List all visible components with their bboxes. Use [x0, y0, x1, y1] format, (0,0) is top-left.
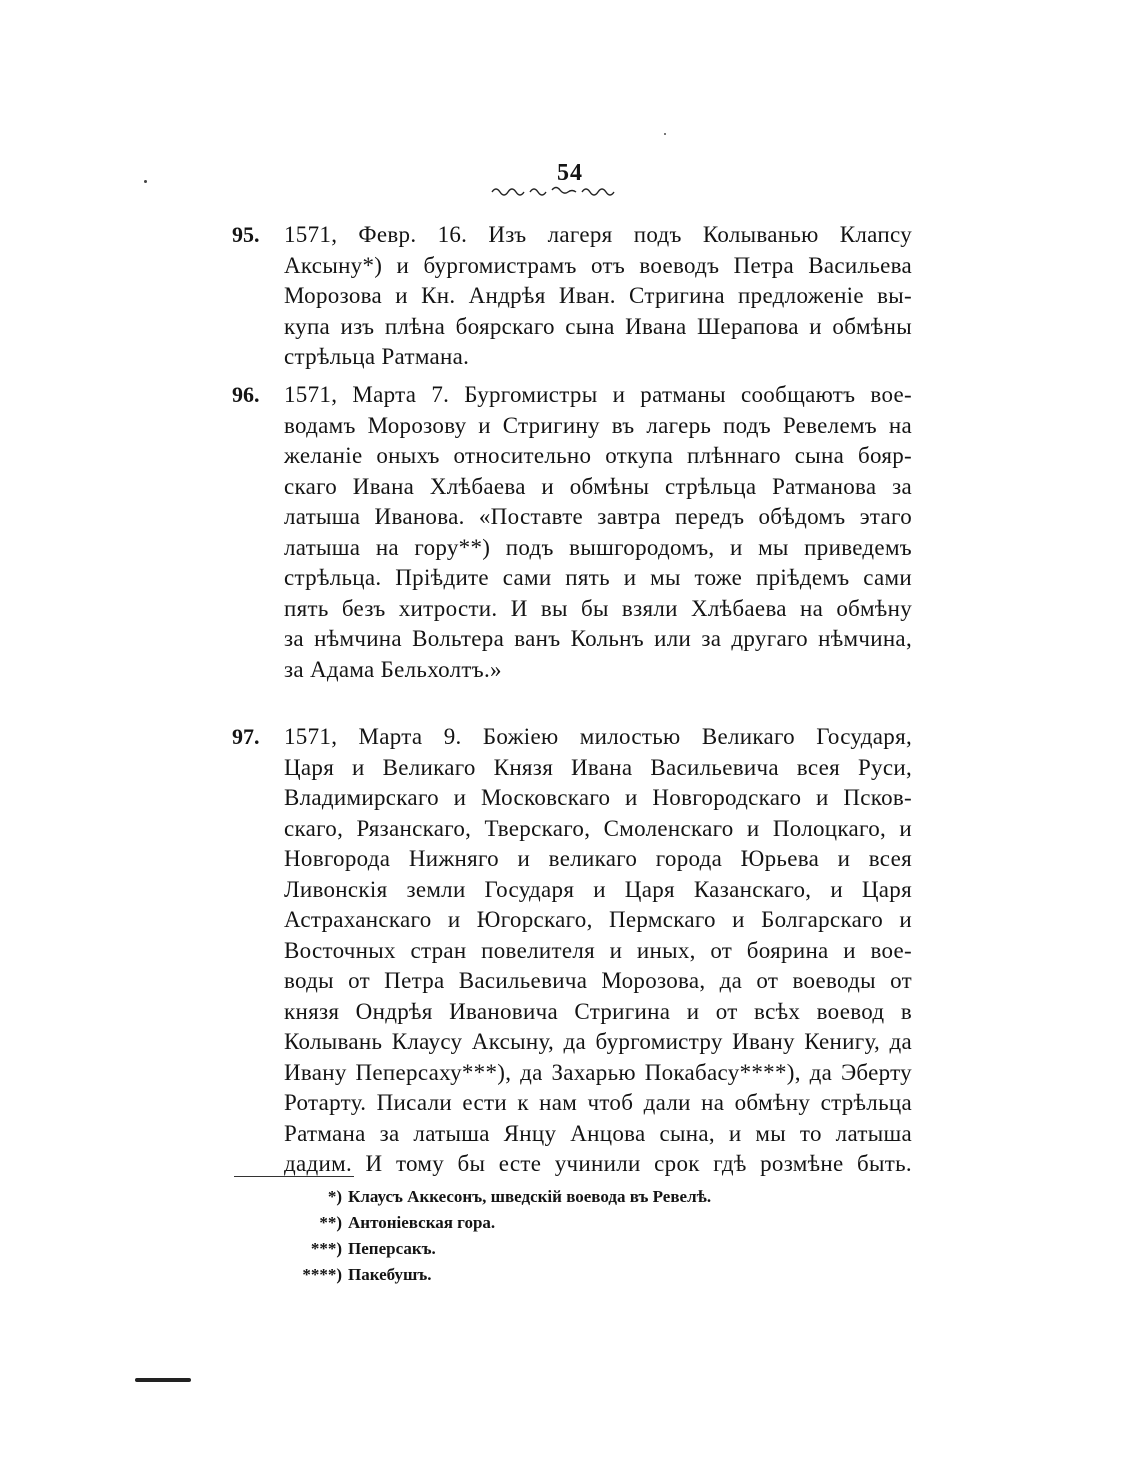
footnote-text: Антонiевская гора. — [348, 1213, 496, 1232]
footnote-mark: ****) — [302, 1265, 342, 1284]
footnote-mark: **) — [319, 1213, 342, 1232]
text-line: Владимирскаго и Московскаго и Новгородскаго и Псков- — [284, 785, 912, 810]
page-number: 54 — [557, 160, 583, 186]
footnote — [288, 1262, 848, 1288]
text-line: Астраханскаго и Югорскаго, Пермскаго и Болгарскаго и — [284, 907, 912, 932]
entry-95 — [232, 220, 912, 373]
entry-number: 96. — [232, 382, 260, 407]
text-line: князя Ондрѣя Ивановича Стригина и от всѣх воевод в — [284, 998, 912, 1024]
entry-number: 97. — [232, 724, 260, 749]
text-line: латыша на гору**) подъ вышгородомъ, и мы приведемъ — [284, 534, 912, 560]
text-line: воды от Петра Васильевича Морозова, да от воеводы от — [284, 968, 912, 993]
footnote-text: Клаусъ Аккесонъ, шведскiй воевода въ Ревелѣ. — [348, 1187, 712, 1206]
text-line: скаго, Рязанскаго, Тверскаго, Смоленскаго и Полоцкаго, и — [284, 815, 912, 841]
text-line: пять безъ хитрости. И вы бы взяли Хлѣбаева на обмѣну — [284, 595, 912, 621]
footnote — [288, 1210, 848, 1236]
text-line: Ливонскiя земли Государя и Царя Казанскаго, и Царя — [284, 876, 912, 902]
text-line: Морозова и Кн. Андрѣя Иван. Стригина предложенiе вы- — [284, 283, 912, 308]
text-line: Ратмана за латыша Янцу Анцова сына, и мы то латыша — [284, 1120, 912, 1146]
text-line: 1571, Февр. 16. Изъ лагеря подъ Колыванью Клапсу — [284, 222, 912, 247]
entry-text — [284, 722, 912, 1180]
entry-96 — [232, 380, 912, 685]
entry-number: 95. — [232, 222, 260, 247]
text-line: за Адама Бельхолтъ.» — [284, 656, 502, 682]
footnote — [288, 1236, 848, 1262]
text-line: Колывань Клаусу Аксыну, да бургомистру Ивану Кенигу, да — [284, 1029, 912, 1054]
entry-text — [284, 380, 912, 685]
footnote-divider — [234, 1176, 354, 1177]
scan-speck — [664, 133, 666, 135]
text-line: стрѣльца Ратмана. — [284, 344, 470, 369]
page-number-ornament — [490, 184, 616, 196]
text-line: Новгорода Нижняго и великаго города Юрьева и всея — [284, 846, 912, 871]
text-line: за нѣмчина Вольтера ванъ Кольнъ или за другаго нѣмчина, — [284, 626, 912, 651]
footnotes — [288, 1184, 848, 1288]
text-line: Ивану Пеперсаху***), да Захарью Покабасу****), да Эберту — [284, 1059, 912, 1085]
scan-margin-mark — [135, 1378, 191, 1382]
text-line: 1571, Марта 9. Божiею милостью Великаго Государя, — [284, 724, 912, 749]
text-line: стрѣльца. Прiѣдите сами пять и мы тоже прiѣдемъ сами — [284, 565, 912, 590]
footnote-text: Пакебушъ. — [348, 1265, 432, 1284]
footnote — [288, 1184, 848, 1210]
text-line: 1571, Марта 7. Бургомистры и ратманы сообщаютъ вое- — [284, 382, 912, 407]
footnote-mark: *) — [327, 1187, 342, 1206]
text-line: водамъ Морозову и Стригину въ лагерь подъ Ревелемъ на — [284, 412, 912, 438]
footnote-text: Пеперсакъ. — [348, 1239, 436, 1258]
entry-97 — [232, 722, 912, 1180]
text-line: дадим. И тому бы есте учинили срок гдѣ розмѣне быть. — [284, 1151, 912, 1176]
text-line: латыша Иванова. «Поставте завтра передъ обѣдомъ этаго — [284, 504, 912, 529]
text-line: купа изъ плѣна боярскаго сына Ивана Шерапова и обмѣны — [284, 313, 912, 339]
text-line: желанiе оныхъ относительно откупа плѣннаго сына бояр- — [284, 443, 912, 468]
text-line: Царя и Великаго Князя Ивана Васильевича всея Руси, — [284, 754, 912, 780]
text-line: скаго Ивана Хлѣбаева и обмѣны стрѣльца Ратманова за — [284, 473, 912, 499]
footnote-mark: ***) — [310, 1239, 342, 1258]
text-line: Аксыну*) и бургомистрамъ отъ воеводъ Петра Васильева — [284, 252, 912, 278]
text-line: Ротарту. Писали ести к нам чтоб дали на обмѣну стрѣльца — [284, 1090, 912, 1115]
entry-text — [284, 220, 912, 373]
text-line: Восточных стран повелителя и иных, от боярина и вое- — [284, 937, 912, 963]
